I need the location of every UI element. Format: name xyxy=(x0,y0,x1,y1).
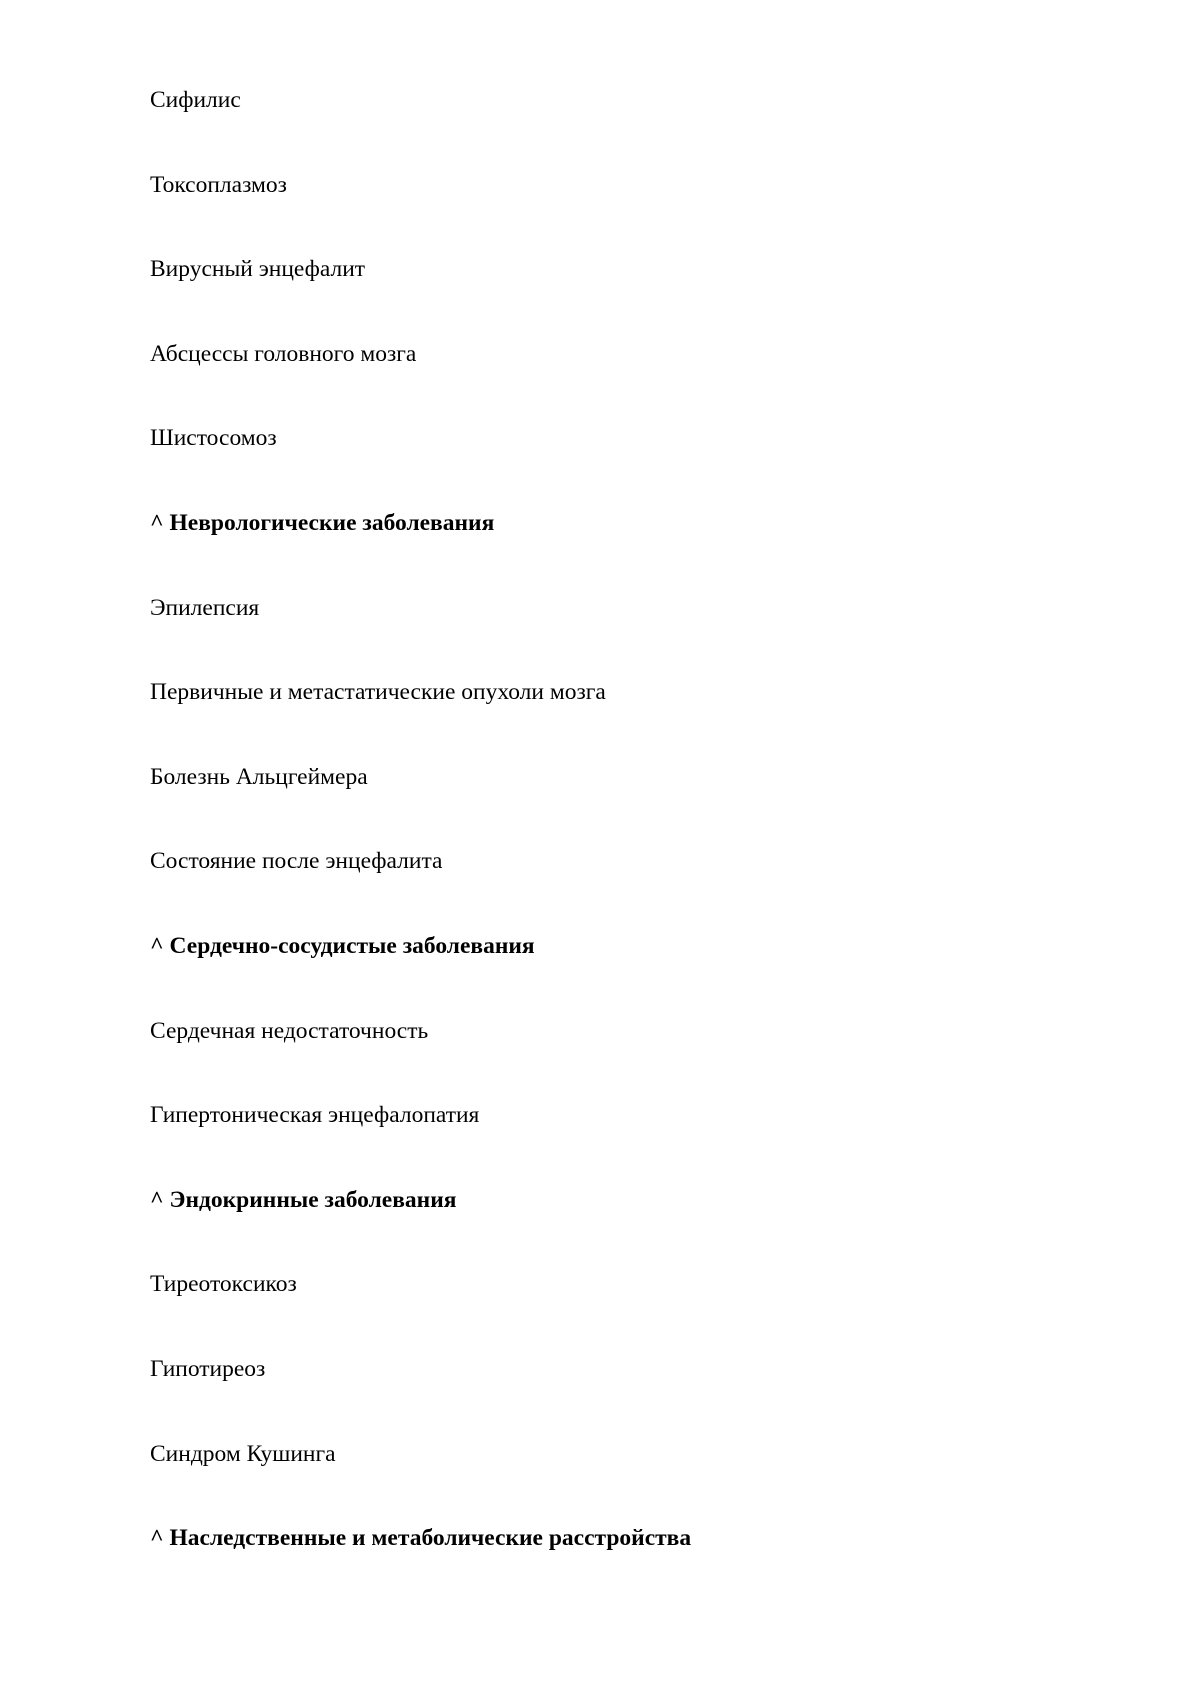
list-item: Болезнь Альцгеймера xyxy=(150,763,368,790)
section-heading-neurological: ^ Неврологические заболевания xyxy=(150,509,495,536)
list-item: Токсоплазмоз xyxy=(150,171,287,198)
list-item: Эпилепсия xyxy=(150,594,260,621)
list-item: Гипотиреоз xyxy=(150,1355,266,1382)
list-item: Первичные и метастатические опухоли мозга xyxy=(150,679,606,706)
section-heading-hereditary-metabolic: ^ Наследственные и метаболические расстройства xyxy=(150,1525,692,1552)
list-item: Состояние после энцефалита xyxy=(150,848,443,875)
list-item: Синдром Кушинга xyxy=(150,1440,336,1467)
document-body xyxy=(150,83,691,1606)
list-item: Сифилис xyxy=(150,87,241,113)
list-item: Сердечная недостаточность xyxy=(150,1017,429,1044)
list-item: Вирусный энцефалит xyxy=(150,256,366,283)
list-item: Шистосомоз xyxy=(150,425,277,452)
list-item: Абсцессы головного мозга xyxy=(150,340,417,367)
list-item: Гипертоническая энцефалопатия xyxy=(150,1102,480,1129)
list-item: Тиреотоксикоз xyxy=(150,1271,297,1298)
section-heading-endocrine: ^ Эндокринные заболевания xyxy=(150,1186,457,1213)
section-heading-cardiovascular: ^ Сердечно-сосудистые заболевания xyxy=(150,932,535,959)
